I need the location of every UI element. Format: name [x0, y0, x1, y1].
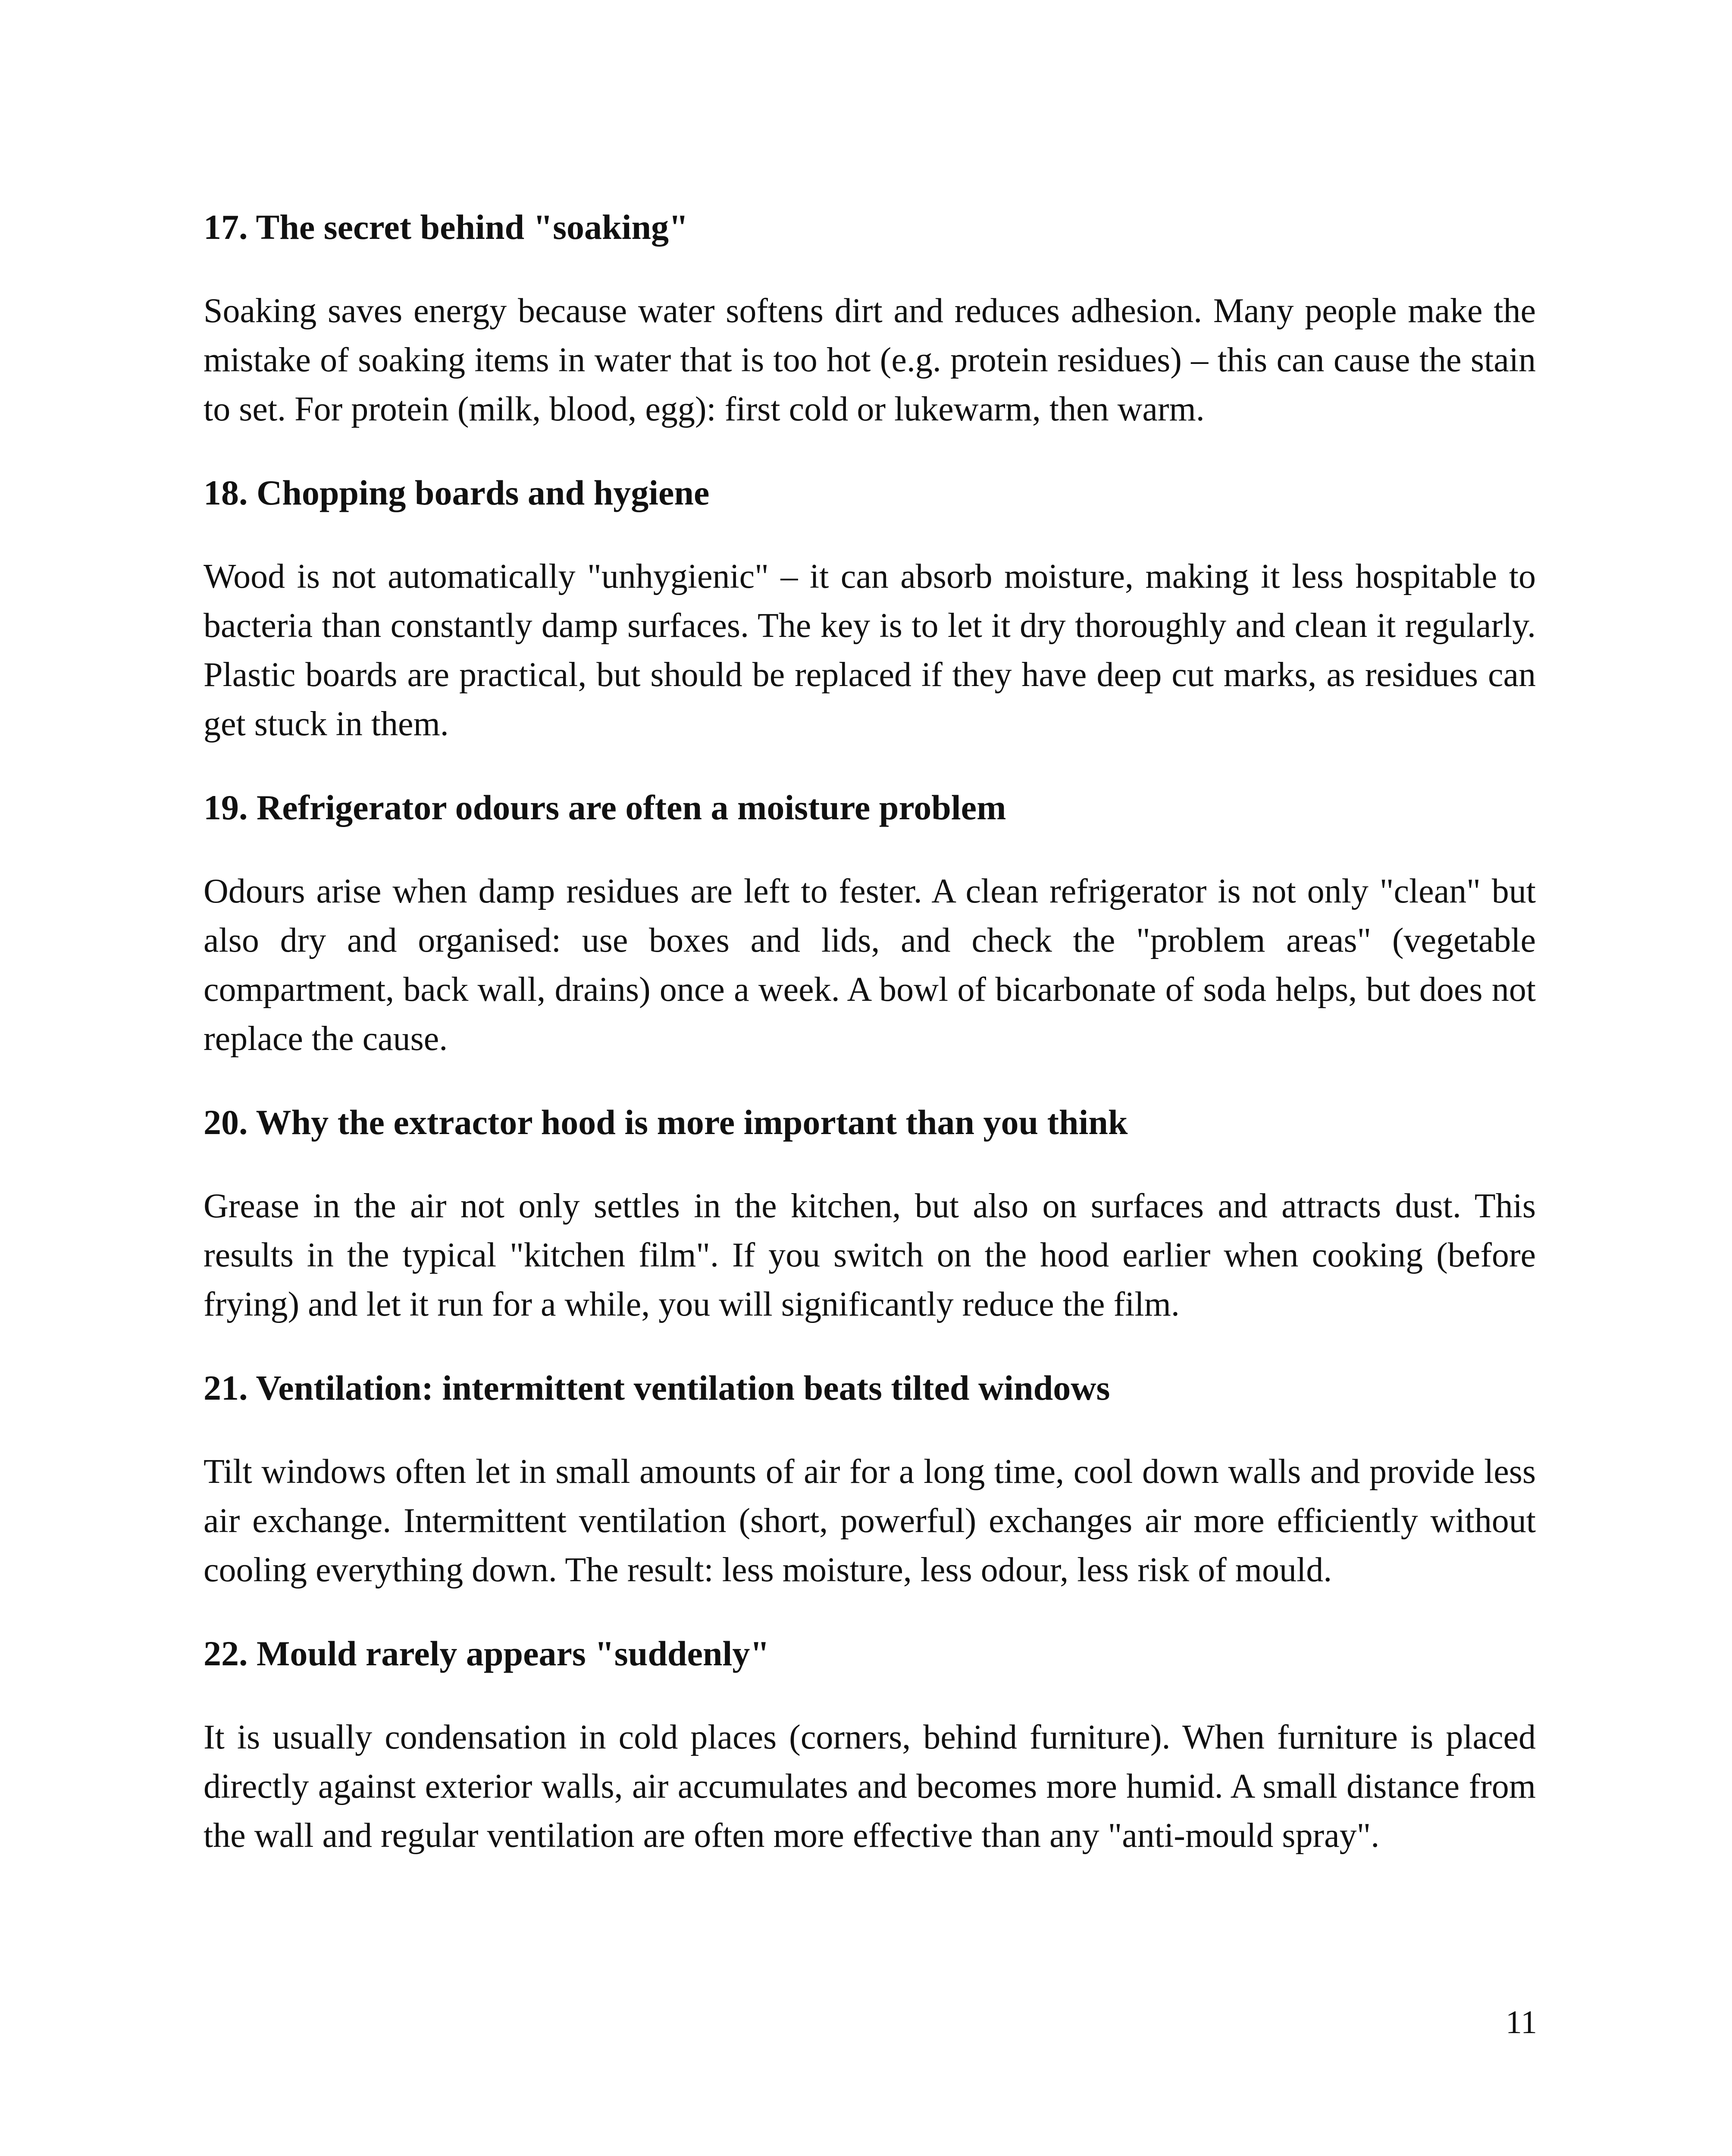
page-content — [204, 203, 1536, 1895]
section-paragraph: Wood is not automatically "unhygienic" – it can absorb moisture, making it less hospitable to bacteria than constantly damp surfaces. The key is to let it dry thoroughly and clean it regularly. Plastic boards are practical, but should be replaced if they have deep cut marks, as residues can get stuck in them. — [204, 558, 1536, 743]
section-22 — [204, 1629, 1536, 1860]
section-heading: 18. Chopping boards and hygiene — [204, 473, 710, 512]
section-heading: 17. The secret behind "soaking" — [204, 207, 689, 247]
section-19 — [204, 783, 1536, 1063]
section-paragraph: Grease in the air not only settles in the kitchen, but also on surfaces and attracts dust. This results in the typical "kitchen film". If you switch on the hood earlier when cooking (before frying) and let it run for a while, you will significantly reduce the film. — [204, 1187, 1536, 1323]
section-paragraph: It is usually condensation in cold places (corners, behind furniture). When furniture is placed directly against exterior walls, air accumulates and becomes more humid. A small distance from the wall and regular ventilation are often more effective than any "anti-mould spray". — [204, 1718, 1536, 1855]
section-paragraph: Tilt windows often let in small amounts of air for a long time, cool down walls and provide less air exchange. Intermittent ventilation (short, powerful) exchanges air more efficiently without cooling everything down. The result: less moisture, less odour, less risk of mould. — [204, 1453, 1536, 1589]
section-20 — [204, 1098, 1536, 1329]
page-number: 11 — [1505, 2004, 1537, 2040]
section-heading: 20. Why the extractor hood is more important than you think — [204, 1103, 1128, 1142]
section-heading: 22. Mould rarely appears "suddenly" — [204, 1634, 770, 1673]
section-paragraph: Odours arise when damp residues are left to fester. A clean refrigerator is not only "clean" but also dry and organised: use boxes and lids, and check the "problem areas" (vegetable compartment, back wall, drains) once a week. A bowl of bicarbonate of soda helps, but does not replace the cause. — [204, 872, 1536, 1058]
section-18 — [204, 468, 1536, 749]
section-heading: 19. Refrigerator odours are often a moisture problem — [204, 788, 1006, 827]
section-21 — [204, 1363, 1536, 1595]
section-paragraph: Soaking saves energy because water softens dirt and reduces adhesion. Many people make the mistake of soaking items in water that is too hot (e.g. protein residues) – this can cause the stain to set. For protein (milk, blood, egg): first cold or lukewarm, then warm. — [204, 292, 1536, 428]
section-heading: 21. Ventilation: intermittent ventilation beats tilted windows — [204, 1368, 1110, 1407]
section-17 — [204, 203, 1536, 434]
